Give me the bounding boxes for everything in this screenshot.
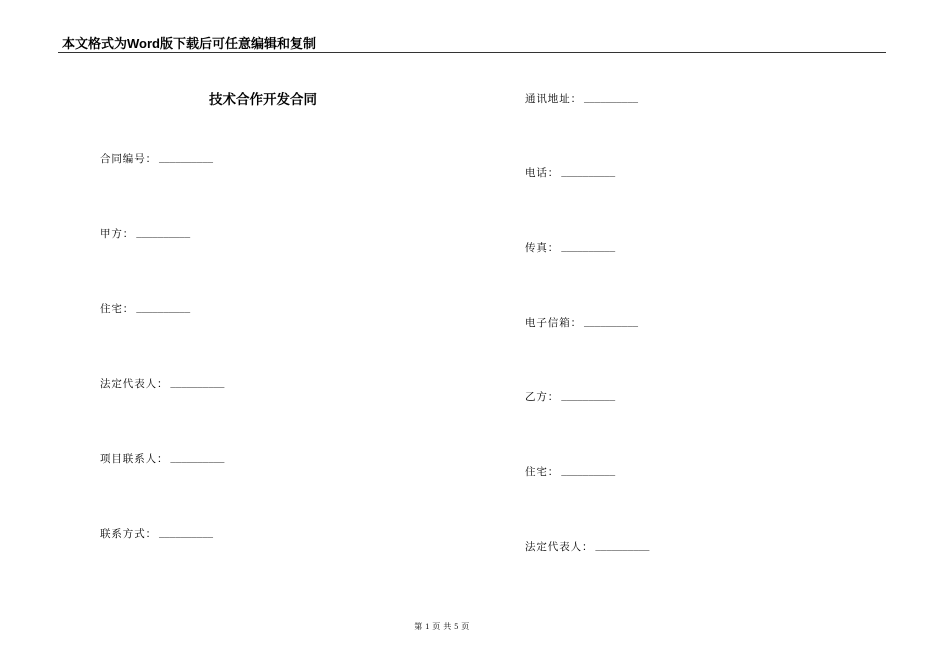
field-blank: __________ [170, 455, 225, 465]
field-legal-rep-a [100, 378, 224, 392]
contract-title: 技术合作开发合同 [209, 92, 317, 107]
field-label: 合同编号： [100, 154, 157, 165]
field-label: 传真： [525, 243, 560, 254]
field-party-b [525, 391, 615, 405]
field-label: 住宅： [525, 467, 560, 478]
field-fax [525, 242, 615, 256]
field-blank: __________ [584, 95, 639, 105]
field-residence-b [525, 466, 615, 480]
field-blank: __________ [561, 393, 616, 403]
field-residence-a [100, 303, 190, 317]
field-label: 住宅： [100, 304, 135, 315]
field-label: 电子信箱： [525, 318, 582, 329]
field-blank: __________ [136, 230, 191, 240]
field-blank: __________ [159, 155, 214, 165]
field-contact-method [100, 528, 213, 542]
field-label: 法定代表人： [100, 379, 169, 390]
field-blank: __________ [595, 543, 650, 553]
field-legal-rep-b [525, 541, 649, 555]
field-label: 通讯地址： [525, 94, 582, 105]
field-label: 电话： [525, 168, 560, 179]
field-label: 甲方： [100, 229, 135, 240]
field-label: 法定代表人： [525, 542, 594, 553]
field-mailing-address [525, 93, 638, 107]
field-blank: __________ [561, 244, 616, 254]
field-phone [525, 167, 615, 181]
field-blank: __________ [584, 319, 639, 329]
field-project-contact [100, 453, 224, 467]
field-email [525, 317, 638, 331]
page-footer: 第 1 页 共 5 页 [414, 622, 470, 631]
field-blank: __________ [561, 169, 616, 179]
header-rule [58, 52, 886, 53]
field-label: 项目联系人： [100, 454, 169, 465]
field-blank: __________ [561, 468, 616, 478]
field-party-a [100, 228, 190, 242]
field-blank: __________ [159, 530, 214, 540]
field-label: 联系方式： [100, 529, 157, 540]
field-label: 乙方： [525, 392, 560, 403]
field-blank: __________ [136, 305, 191, 315]
field-blank: __________ [170, 380, 225, 390]
header-note: 本文格式为Word版下载后可任意编辑和复制 [62, 36, 316, 51]
field-contract-number [100, 153, 213, 167]
